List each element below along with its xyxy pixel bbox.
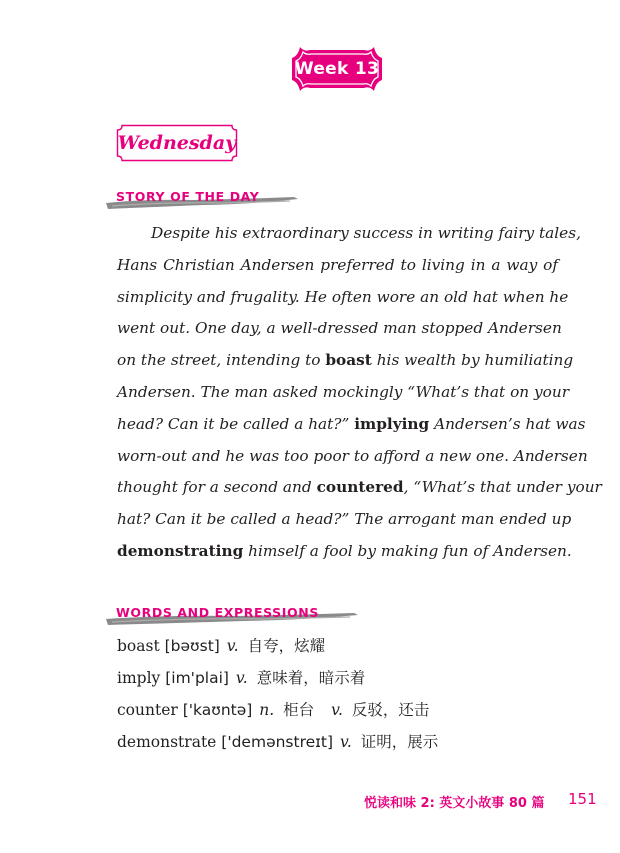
story-keyword: demonstrating: [117, 541, 244, 560]
story-keyword: countered: [316, 478, 404, 497]
vocab-phonetic: ['demənstreɪt]: [221, 733, 334, 751]
story-text: Hans Christian Andersen preferred to living in a way of: [117, 255, 558, 274]
story-line: [117, 472, 602, 504]
story-line: [117, 536, 572, 568]
week-label: Week 13: [294, 59, 380, 79]
vocab-part-of-speech: v.: [235, 669, 248, 687]
story-text: , “What’s that under your: [403, 478, 602, 497]
story-line: [117, 409, 586, 441]
vocab-word: imply: [117, 669, 161, 687]
story-text: on the street, intending to: [117, 351, 326, 370]
story-text: hat? Can it be called a head?” The arrogant man ended up: [117, 510, 572, 529]
vocab-word: counter: [117, 701, 178, 719]
story-text: Andersen’s hat was: [429, 414, 586, 433]
vocab-meaning: 证明，展示: [360, 733, 439, 751]
vocab-phonetic: [im'plai]: [165, 669, 229, 687]
footer-book-title: 悦读和味 2: 英文小故事 80 篇: [364, 796, 545, 811]
story-text: simplicity and frugality. He often wore an old hat when he: [117, 287, 569, 306]
story-keyword: implying: [354, 414, 430, 433]
day-label-box: [116, 124, 238, 162]
story-line: [117, 345, 574, 377]
vocab-part-of-speech: v.: [339, 733, 352, 751]
vocab-item: [117, 729, 438, 755]
vocab-phonetic: ['kaʊntə]: [182, 701, 253, 719]
story-line: [117, 218, 581, 250]
vocab-item: [117, 697, 429, 723]
story-keyword: boast: [325, 351, 372, 370]
story-text: himself a fool by making fun of Andersen.: [243, 541, 572, 560]
story-line: [117, 250, 558, 282]
week-badge: [290, 44, 384, 94]
vocab-part-of-speech: n.: [259, 701, 275, 719]
vocab-meaning-2: 反驳，还击: [351, 701, 430, 719]
vocab-word: demonstrate: [117, 733, 217, 751]
vocab-meaning: 柜台: [283, 701, 315, 719]
page-number: 151: [568, 790, 597, 808]
words-section-title: WORDS AND EXPRESSIONS: [116, 605, 319, 620]
vocab-phonetic: [bəʊst]: [164, 637, 220, 655]
day-label: Wednesday: [117, 132, 237, 154]
story-text: Despite his extraordinary success in writing fairy tales,: [151, 224, 581, 242]
story-section-header: [104, 187, 300, 211]
vocab-item: [117, 665, 365, 691]
story-text: worn-out and he was too poor to afford a new one. Andersen: [117, 446, 588, 465]
words-section-header: [104, 603, 360, 627]
story-paragraph: [117, 218, 602, 568]
story-text: head? Can it be called a hat?”: [117, 414, 355, 433]
vocab-word: boast: [117, 637, 160, 655]
vocab-meaning: 意味着，暗示着: [256, 669, 366, 687]
story-text: his wealth by humiliating: [371, 351, 574, 370]
story-line: [117, 313, 562, 345]
vocab-part-of-speech-2: v.: [331, 701, 343, 719]
story-section-title: STORY OF THE DAY: [116, 189, 260, 204]
vocab-item: [117, 633, 325, 659]
story-text: went out. One day, a well-dressed man stopped Andersen: [117, 319, 562, 338]
story-text: Andersen. The man asked mockingly “What’s that on your: [117, 382, 570, 401]
story-line: [117, 377, 570, 409]
story-line: [117, 282, 569, 314]
story-text: thought for a second and: [117, 478, 317, 497]
story-line: [117, 504, 572, 536]
story-line: [117, 441, 588, 473]
vocab-part-of-speech: v.: [226, 637, 239, 655]
vocab-meaning: 自夸，炫耀: [247, 637, 326, 655]
